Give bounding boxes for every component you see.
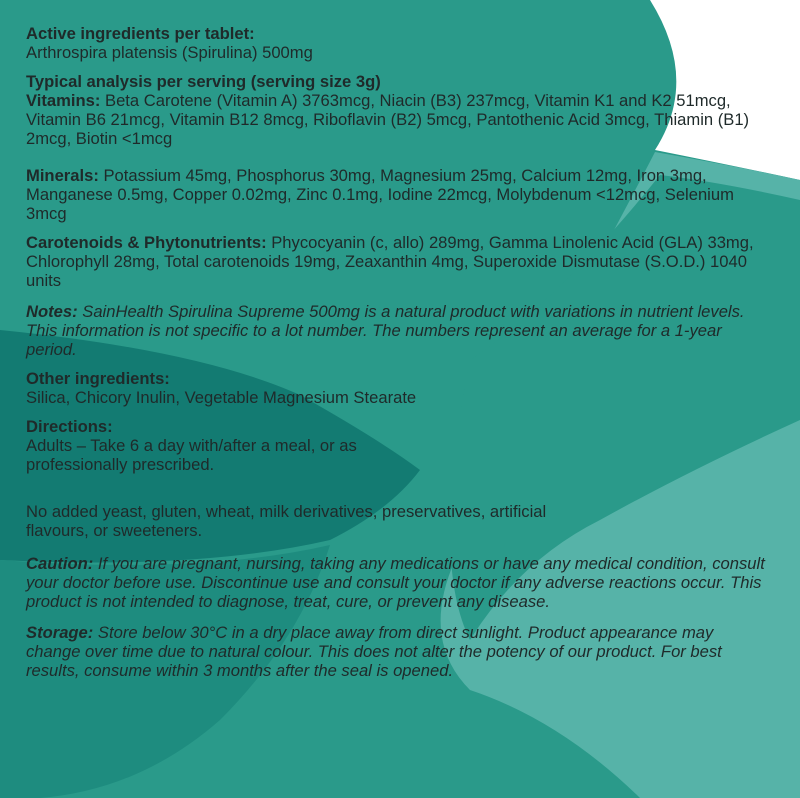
- notes-text: SainHealth Spirulina Supreme 500mg is a natural product with variations in nutrient levels. This information is not specific to a lot number. The numbers represent an average for a 1-year period.: [26, 302, 745, 359]
- notes-label: Notes:: [26, 302, 78, 321]
- label-text-panel: [26, 24, 766, 680]
- caution-text: If you are pregnant, nursing, taking any medications or have any medical condition, consult your doctor before use. Discontinue use and consult your doctor if any adverse reactions occur. This product is not intended to diagnose, treat, cure, or prevent any disease.: [26, 554, 765, 611]
- caution-section: [26, 554, 766, 611]
- caution-label: Caution:: [26, 554, 94, 573]
- active-ingredients-section: [26, 24, 766, 62]
- storage-text: Store below 30°C in a dry place away from direct sunlight. Product appearance may change over time due to natural colour. This does not alter the potency of our product. For best results, consume within 3 months after the seal is opened.: [26, 623, 722, 680]
- active-text: Arthrospira platensis (Spirulina) 500mg: [26, 43, 313, 62]
- directions-section: [26, 417, 436, 474]
- other-ingredients-section: [26, 369, 766, 407]
- analysis-heading: Typical analysis per serving (serving size 3g): [26, 72, 381, 91]
- vitamins-text: Beta Carotene (Vitamin A) 3763mcg, Niacin (B3) 237mcg, Vitamin K1 and K2 51mcg, Vitamin B6 21mcg, Vitamin B12 8mcg, Riboflavin (B2) 5mcg, Pantothenic Acid 3mcg, Thiamin (B1) 2mcg, Biotin <1mcg: [26, 91, 750, 148]
- carotenoids-section: [26, 233, 766, 290]
- minerals-section: [26, 166, 766, 223]
- storage-section: [26, 623, 766, 680]
- other-heading: Other ingredients:: [26, 369, 170, 388]
- active-heading: Active ingredients per tablet:: [26, 24, 255, 43]
- other-text: Silica, Chicory Inulin, Vegetable Magnesium Stearate: [26, 388, 417, 407]
- storage-label: Storage:: [26, 623, 94, 642]
- minerals-label: Minerals:: [26, 166, 99, 185]
- notes-section: [26, 302, 766, 359]
- carotenoids-label: Carotenoids & Phytonutrients:: [26, 233, 267, 252]
- free-from-statement: No added yeast, gluten, wheat, milk derivatives, preservatives, artificial flavours, or sweeteners.: [26, 502, 547, 540]
- vitamins-label: Vitamins:: [26, 91, 101, 110]
- directions-heading: Directions:: [26, 417, 113, 436]
- carotenoids-text: Phycocyanin (c, allo) 289mg, Gamma Linolenic Acid (GLA) 33mg, Chlorophyll 28mg, Total carotenoids 19mg, Zeaxanthin 4mg, Superoxide Dismutase (S.O.D.) 1040 units: [26, 233, 754, 290]
- minerals-text: Potassium 45mg, Phosphorus 30mg, Magnesium 25mg, Calcium 12mg, Iron 3mg, Manganese 0.5mg, Copper 0.02mg, Zinc 0.1mg, Iodine 22mcg, Molybdenum <12mcg, Selenium 3mcg: [26, 166, 734, 223]
- typical-analysis-section: [26, 72, 766, 148]
- directions-text: Adults – Take 6 a day with/after a meal, or as professionally prescribed.: [26, 436, 357, 474]
